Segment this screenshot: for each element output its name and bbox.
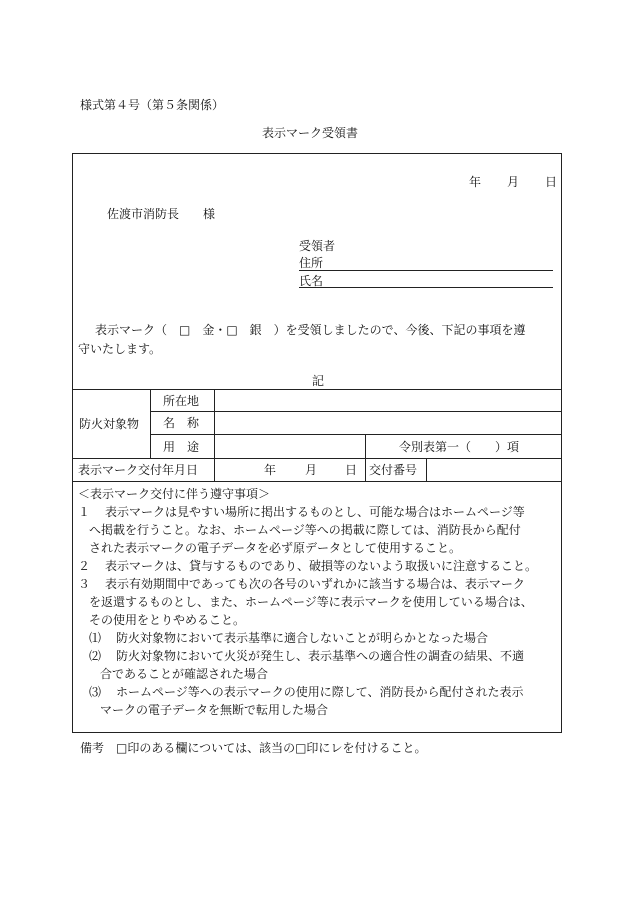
form-number: 様式第４号（第５条関係） — [80, 98, 225, 112]
rule-text: 表示有効期間中であっても次の各号のいずれかに該当する場合は、表示マーク — [105, 577, 525, 591]
fire-prevention-object-label: 防火対象物 — [79, 417, 140, 431]
rule-number: １ — [78, 505, 91, 519]
rule-text: 表示マークは見やすい場所に掲出するものとし、可能な場合はホームページ等 — [105, 505, 525, 519]
table-group-divider — [150, 389, 151, 458]
rule-text-cont: を返還するものとし、また、ホームページ等に表示マークを使用している場合は、 — [89, 595, 533, 609]
issue-year: 年 — [264, 463, 277, 477]
date-day: 日 — [545, 175, 558, 189]
date-month: 月 — [507, 175, 520, 189]
subrule-number: ⑴ — [89, 631, 102, 645]
subrule-text: 防火対象物において表示基準に適合しないことが明らかとなった場合 — [116, 631, 489, 645]
table-number-divider — [365, 458, 366, 481]
table-row1-line — [150, 411, 561, 412]
ordinance-text: 令別表第一（ ）項 — [399, 440, 520, 454]
subrule-text: 防火対象物において火災が発生し、表示基準への適合性の調査の結果、不適 — [116, 649, 525, 663]
issue-month: 月 — [305, 463, 318, 477]
rule-text: 表示マークは、貸与するものであり、破損等のないよう取扱いに注意すること。 — [105, 559, 538, 573]
rule-text-cont: へ掲載を行うこと。なお、ホームページ等への掲載に際しては、消防長から配付 — [89, 523, 521, 537]
subrule-number: ⑵ — [89, 649, 102, 663]
recipient-label: 受領者 — [299, 239, 336, 253]
issue-number-label: 交付番号 — [369, 463, 418, 477]
subrule-text: ホームページ等への表示マークの使用に際して、消防長から配付された表示 — [116, 685, 524, 699]
rule-text-cont: された表示マークの電子データを必ず原データとして使用すること。 — [89, 541, 462, 555]
table-label-divider — [214, 389, 215, 458]
addressee: 佐渡市消防長 様 — [107, 207, 216, 221]
location-label: 所在地 — [163, 394, 200, 408]
date-year: 年 — [469, 175, 482, 189]
form-frame — [72, 153, 562, 733]
table-use-divider — [365, 434, 366, 458]
document-title: 表示マーク受領書 — [262, 126, 359, 140]
issue-day: 日 — [345, 463, 358, 477]
statement-line-1: 表示マーク（ □ 金・□ 銀 ）を受領しましたので、今後、下記の事項を遵 — [95, 323, 526, 337]
table-bottom-line — [73, 481, 561, 482]
ki-label: 記 — [312, 374, 325, 388]
use-label: 用 途 — [163, 440, 200, 454]
statement-line-2: 守いたします。 — [78, 342, 162, 356]
rule-number: ３ — [78, 577, 91, 591]
table-row2-line — [150, 434, 561, 435]
recipient-name-label: 氏名 — [299, 274, 324, 288]
address-underline — [299, 270, 553, 271]
table-number-value-divider — [426, 458, 427, 481]
name-underline — [299, 287, 553, 288]
rule-text-cont: その使用をとりやめること。 — [89, 613, 246, 627]
subrule-text-cont: 合であることが確認された場合 — [100, 667, 269, 681]
issue-date-label: 表示マーク交付年月日 — [78, 463, 199, 477]
subrule-text-cont: マークの電子データを無断で転用した場合 — [100, 703, 329, 717]
table-row3-line — [73, 458, 561, 459]
table-top-line — [73, 389, 561, 390]
table-date-divider — [214, 458, 215, 481]
rules-heading: ＜表示マーク交付に伴う遵守事項＞ — [78, 487, 271, 501]
rule-number: ２ — [78, 559, 91, 573]
recipient-address-label: 住所 — [299, 256, 324, 270]
remarks-note: 備考 □印のある欄については、該当の□印にレを付けること。 — [80, 741, 427, 755]
subrule-number: ⑶ — [89, 685, 102, 699]
name-label: 名 称 — [163, 416, 200, 430]
